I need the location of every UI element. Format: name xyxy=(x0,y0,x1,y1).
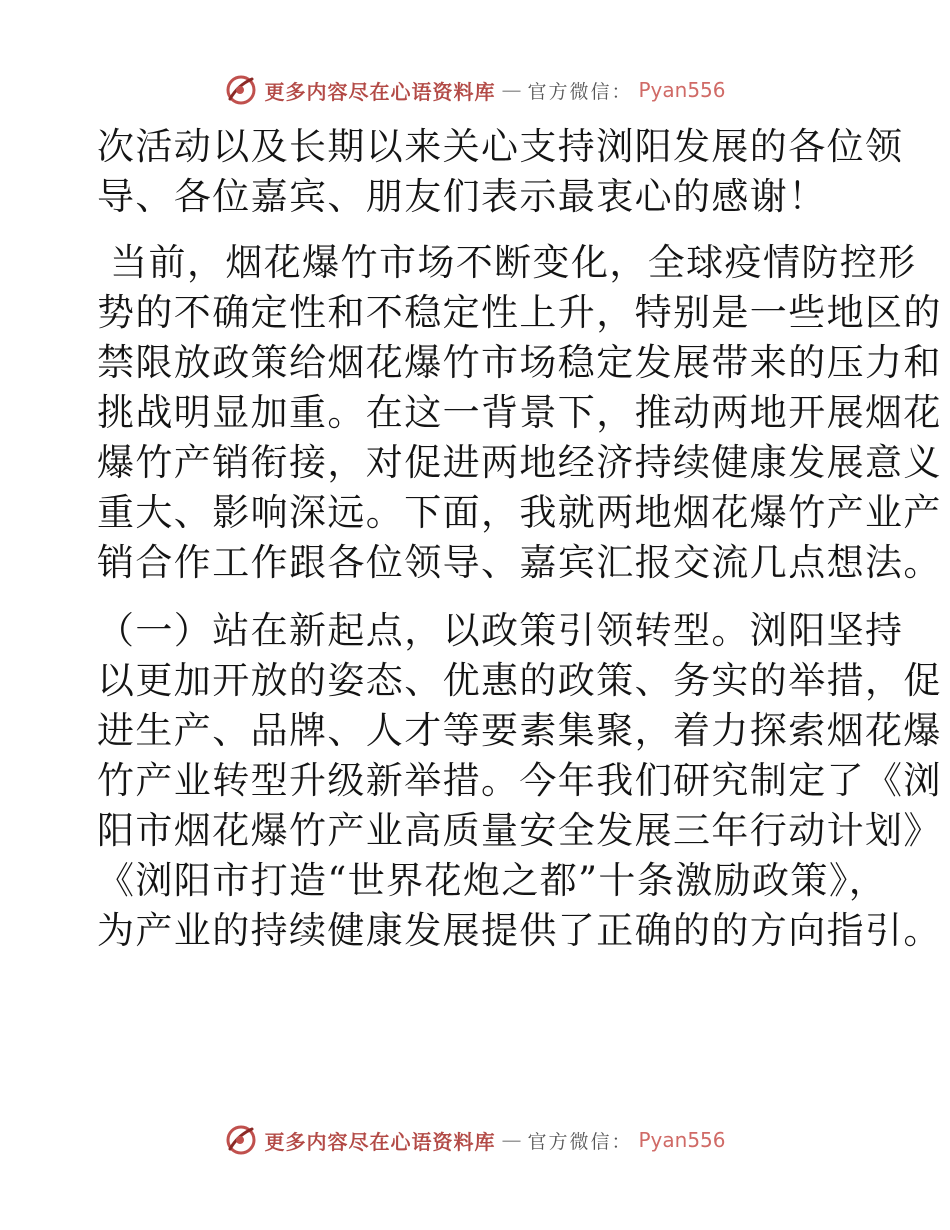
watermark-wechat-id: Pyan556 xyxy=(638,78,726,102)
text-line: （一）站在新起点，以政策引领转型。浏阳坚持 xyxy=(97,609,904,652)
footer-watermark xyxy=(0,1120,950,1160)
text-line: 势的不确定性和不稳定性上升，特别是一些地区的 xyxy=(97,291,942,334)
text-line: 挑战明显加重。在这一背景下，推动两地开展烟花 xyxy=(97,391,942,434)
watermark-wechat-id: Pyan556 xyxy=(638,1128,726,1152)
text-line: 爆竹产销衔接，对促进两地经济持续健康发展意义 xyxy=(97,441,942,484)
text-line: 阳市烟花爆竹产业高质量安全发展三年行动计划》 xyxy=(97,809,942,852)
watermark-separator: — xyxy=(501,78,522,102)
watermark-separator: — xyxy=(501,1128,522,1152)
watermark-brand: 更多内容尽在心语资料库 xyxy=(264,1129,496,1154)
text-line: 重大、影响深远。下面，我就两地烟花爆竹产业产 xyxy=(97,491,942,534)
watermark-wechat-label: 官方微信： xyxy=(527,80,633,103)
text-line: 销合作工作跟各位领导、嘉宾汇报交流几点想法。 xyxy=(97,541,942,584)
text-line: 《浏阳市打造“世界花炮之都”十条激励政策》， xyxy=(97,859,888,902)
text-line: 进生产、品牌、人才等要素集聚，着力探索烟花爆 xyxy=(97,709,942,752)
watermark-wechat-label: 官方微信： xyxy=(527,1130,633,1153)
watermark-brand: 更多内容尽在心语资料库 xyxy=(264,79,496,104)
red-circle-pen-icon xyxy=(224,73,258,107)
text-line: 禁限放政策给烟花爆竹市场稳定发展带来的压力和 xyxy=(97,341,942,384)
text-line: 次活动以及长期以来关心支持浏阳发展的各位领 xyxy=(97,125,904,168)
text-line: 竹产业转型升级新举措。今年我们研究制定了《浏 xyxy=(97,759,942,802)
paragraph-current-situation xyxy=(97,238,942,588)
paragraph-policy-section xyxy=(97,606,942,956)
text-line: 以更加开放的姿态、优惠的政策、务实的举措，促 xyxy=(97,659,942,702)
header-watermark xyxy=(0,70,950,110)
text-line: 当前，烟花爆竹市场不断变化，全球疫情防控形 xyxy=(97,241,917,284)
red-circle-pen-icon xyxy=(224,1123,258,1157)
text-line: 为产业的持续健康发展提供了正确的的方向指引。 xyxy=(97,909,942,952)
text-line: 导、各位嘉宾、朋友们表示最衷心的感谢！ xyxy=(97,175,827,218)
paragraph-thanks xyxy=(97,122,904,222)
document-body xyxy=(97,122,942,956)
